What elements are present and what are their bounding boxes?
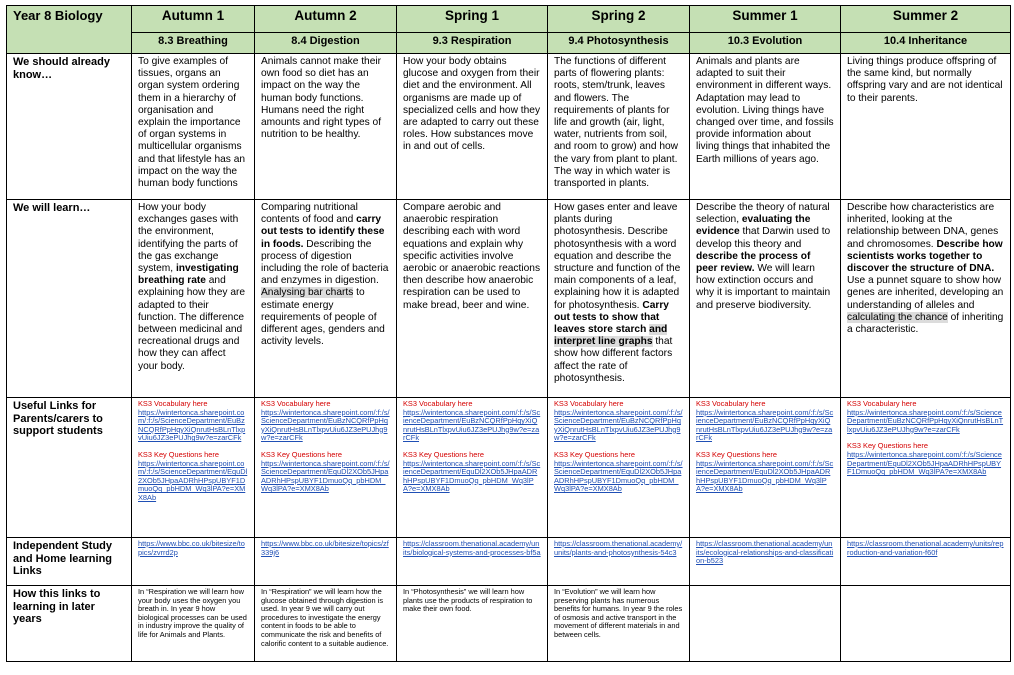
learn-text-segment: evaluating the evidence xyxy=(696,214,811,238)
vocabulary-link[interactable]: KS3 Vocabulary here xyxy=(138,399,208,408)
learn-text-segment: that show how different factors affect the rate of photosynthesis. xyxy=(554,336,673,384)
term-header: Spring 1 xyxy=(397,6,548,33)
learn-text-segment: carry out tests to identify these in foods. xyxy=(261,214,385,250)
row-label-already-know: We should already know… xyxy=(7,54,132,200)
key-questions-link[interactable]: KS3 Key Questions here xyxy=(696,449,777,459)
later-cell xyxy=(690,586,841,662)
key-questions-link[interactable]: KS3 Key Questions here xyxy=(847,441,928,451)
useful-links-cell xyxy=(397,398,548,538)
learn-text-segment: We will learn how extinction occurs and why it is important to maintain and preserve biodiversity. xyxy=(696,263,831,311)
learn-text-segment: describe the process of peer review. xyxy=(696,250,811,275)
learn-cell xyxy=(690,200,841,398)
vocabulary-link[interactable]: KS3 Vocabulary here xyxy=(696,399,766,408)
row-label-will-learn: We will learn… xyxy=(7,200,132,398)
know-cell: The functions of different parts of flowering plants: roots, stem/trunk, leaves and flowers. The requirements of plants for life and growth (air, light, water, nutrients from soil, and room to grow) and how the vary from plant to plant. The way in which water is transported in plants. xyxy=(548,54,690,200)
key-questions-url-link[interactable]: https://wintertonca.sharepoint.com/:f:/s/ScienceDepartment/EquDl2XOb5JHpaADRhHPspUBYF1DmuoQq_pbHDM_Wq3lPA?e=XMX8Ab xyxy=(138,458,248,502)
key-questions-url-link[interactable]: https://wintertonca.sharepoint.com/:f:/s/ScienceDepartment/EquDl2XOb5JHpaADRhHPspUBYF1DmuoQq_pbHDM_Wq3lPA?e=XMX8Ab xyxy=(696,458,834,494)
study-link[interactable]: https://classroom.thenational.academy/units/biological-systems-and-processes-bf5a xyxy=(403,539,541,557)
topic-header: 8.4 Digestion xyxy=(255,33,397,54)
useful-links-cell xyxy=(841,398,1011,538)
later-cell: In “Photosynthesis” we will learn how plants use the products of respiration to make their own food. xyxy=(397,586,548,662)
learn-text-segment: Carry out tests to show that leaves store starch xyxy=(554,299,669,336)
learn-cell xyxy=(548,200,690,398)
learn-text-segment: Describe how scientists works together to discover the structure of DNA. xyxy=(847,238,1003,275)
term-header: Autumn 2 xyxy=(255,6,397,33)
vocabulary-url-link[interactable]: https://wintertonca.sharepoint.com/:f:/s/ScienceDepartment/EuBzNCQRfPpHqyXiQnrutHsBLnTlxpvUiu6JZ3ePUJhg9w?e=zarCFk xyxy=(403,407,541,443)
later-cell xyxy=(841,586,1011,662)
term-header: Summer 1 xyxy=(690,6,841,33)
key-questions-link[interactable]: KS3 Key Questions here xyxy=(403,449,484,459)
learn-text-segment: investigating breathing rate xyxy=(138,263,239,287)
useful-links-cell xyxy=(690,398,841,538)
term-header: Summer 2 xyxy=(841,6,1011,33)
term-header: Spring 2 xyxy=(548,6,690,33)
learn-cell xyxy=(255,200,397,398)
key-questions-link[interactable]: KS3 Key Questions here xyxy=(554,449,635,459)
study-link[interactable]: https://classroom.thenational.academy/units/ecological-relationships-and-classification-b523 xyxy=(696,539,834,566)
learn-text-segment: Describe the theory of natural selection, xyxy=(696,202,830,226)
topic-header: 9.3 Respiration xyxy=(397,33,548,54)
vocabulary-link[interactable]: KS3 Vocabulary here xyxy=(403,399,473,408)
term-header: Autumn 1 xyxy=(132,6,255,33)
key-questions-url-link[interactable]: https://wintertonca.sharepoint.com/:f:/s/ScienceDepartment/EquDl2XOb5JHpaADRhHPspUBYF1DmuoQq_pbHDM_Wq3lPA?e=XMX8Ab xyxy=(403,458,541,494)
learn-text-segment: Describe how characteristics are inherited, looking at the relationship between DNA, genes and chromosomes. xyxy=(847,202,999,250)
learn-text-segment: and explaining how they are adapted to their function. The difference between medicinal and recreational drugs and how they can affect your body. xyxy=(138,275,246,372)
study-link[interactable]: https://classroom.thenational.academy/units/reproduction-and-variation-f60f xyxy=(847,539,1004,557)
useful-links-cell xyxy=(132,398,255,538)
learn-text-segment: How your body exchanges gases with the environment, identifying the parts of the gas exchange system, xyxy=(138,202,239,275)
vocabulary-url-link[interactable]: https://wintertonca.sharepoint.com/:f:/s/ScienceDepartment/EuBzNCQRfPpHqyXiQnrutHsBLnTlxpvUiu6JZ3ePUJhg9w?e=zarCFk xyxy=(261,407,390,443)
vocabulary-link[interactable]: KS3 Vocabulary here xyxy=(261,399,331,408)
later-cell: In “Respiration” we will learn how the glucose obtained through digestion is used. In year 9 we will carry out procedures to investigate the energy content in foods to be able to communicate the risk and benefits of calorific content to a suitable audience. xyxy=(255,586,397,662)
subject-title: Year 8 Biology xyxy=(7,6,132,54)
vocabulary-url-link[interactable]: https://wintertonca.sharepoint.com/:f:/s/ScienceDepartment/EuBzNCQRfPpHqyXiQnrutHsBLnTlxpvUiu6JZ3ePUJhg9w?e=zarCFk xyxy=(138,407,246,443)
learn-text-segment: to estimate energy requirements of people of different ages, genders and activity levels. xyxy=(261,287,385,348)
learn-text-segment: Analysing bar charts xyxy=(261,287,354,299)
vocabulary-link[interactable]: KS3 Vocabulary here xyxy=(554,399,624,408)
learn-text-segment: Comparing nutritional contents of food and xyxy=(261,202,358,226)
know-cell: Animals cannot make their own food so diet has an impact on the way the human body functions. Humans need the right amounts and right types of nutrition to be healthy. xyxy=(255,54,397,200)
curriculum-table xyxy=(6,5,1011,662)
vocabulary-url-link[interactable]: https://wintertonca.sharepoint.com/:f:/s/ScienceDepartment/EuBzNCQRfPpHqyXiQnrutHsBLnTlxpvUiu6JZ3ePUJhg9w?e=zarCFk xyxy=(696,407,834,443)
learn-cell xyxy=(132,200,255,398)
learn-text-segment: Compare aerobic and anaerobic respiration describing each with word equations and explain why specific activities involve aerobic or anaerobic reactions then describe how anaerobic respiration can be used to make bread, beer and wine. xyxy=(403,202,541,311)
key-questions-link[interactable]: KS3 Key Questions here xyxy=(138,449,219,459)
learn-text-segment: of inheriting a characteristic. xyxy=(847,311,1004,336)
useful-links-cell xyxy=(548,398,690,538)
learn-cell xyxy=(841,200,1011,398)
row-label-useful-links: Useful Links for Parents/carers to support students xyxy=(7,398,132,538)
learn-text-segment: Use a punnet square to show how genes are inherited, developing an understanding of alleles and xyxy=(847,275,1004,311)
row-label-independent-study: Independent Study and Home learning Links xyxy=(7,538,132,586)
key-questions-url-link[interactable]: https://wintertonca.sharepoint.com/:f:/s/ScienceDepartment/EquDl2XOb5JHpaADRhHPspUBYF1DmuoQq_pbHDM_Wq3lPA?e=XMX8Ab xyxy=(847,449,1002,477)
key-questions-link[interactable]: KS3 Key Questions here xyxy=(261,449,342,459)
learn-text-segment: calculating the chance xyxy=(847,311,948,323)
row-label-later-years: How this links to learning in later years xyxy=(7,586,132,662)
later-cell: In “Respiration we will learn how your body uses the oxygen you breath in. In year 9 how biological processes can be used in industry improve the quality of life for Animals and Plants. xyxy=(132,586,255,662)
know-cell: To give examples of tissues, organs an organ system ordering them in a hierarchy of organisation and explain the importance of organ systems in multicellular organisms and that lifestyle has an impact on the way the human body functions xyxy=(132,54,255,200)
key-questions-url-link[interactable]: https://wintertonca.sharepoint.com/:f:/s/ScienceDepartment/EquDl2XOb5JHpaADRhHPspUBYF1DmuoQq_pbHDM_Wq3lPA?e=XMX8Ab xyxy=(554,458,683,494)
learn-text-segment: How gases enter and leave plants during photosynthesis. Describe photosynthesis with a word equation and describe the structure and function of the main components of a leaf, explaining how it is adapted for photosynthesis. xyxy=(554,202,681,311)
know-cell: How your body obtains glucose and oxygen from their diet and the environment. All organisms are made up of specialized cells and how they are adapted to carry out these roles. How substances move in and out of cells. xyxy=(397,54,548,200)
topic-header: 8.3 Breathing xyxy=(132,33,255,54)
key-questions-url-link[interactable]: https://wintertonca.sharepoint.com/:f:/s/ScienceDepartment/EquDl2XOb5JHpaADRhHPspUBYF1DmuoQq_pbHDM_Wq3lPA?e=XMX8Ab xyxy=(261,458,390,494)
useful-links-cell xyxy=(255,398,397,538)
learn-text-segment: Describing the process of digestion including the role of bacteria and enzymes in digestion. xyxy=(261,238,389,287)
know-cell: Living things produce offspring of the same kind, but normally offspring vary and are not identical to their parents. xyxy=(841,54,1011,200)
learn-cell xyxy=(397,200,548,398)
study-link[interactable]: https://classroom.thenational.academy/units/plants-and-photosynthesis-54c3 xyxy=(554,539,683,557)
topic-header: 10.4 Inheritance xyxy=(841,33,1011,54)
topic-header: 10.3 Evolution xyxy=(690,33,841,54)
know-cell: Animals and plants are adapted to suit their environment in different ways. Adaptation may lead to evolution. Living things have changed over time, and fossils provide information about living things that inhabited the Earth millions of years ago. xyxy=(690,54,841,200)
study-link[interactable]: https://www.bbc.co.uk/bitesize/topics/zvrrd2p xyxy=(138,539,245,557)
learn-text-segment: that Darwin used to develop this theory and xyxy=(696,226,831,250)
later-cell: In “Evolution” we will learn how preserving plants has numerous benefits for humans. In year 9 the roles of osmosis and active transport in the movement of different materials in and between cells. xyxy=(548,586,690,662)
vocabulary-url-link[interactable]: https://wintertonca.sharepoint.com/:f:/s/ScienceDepartment/EuBzNCQRfPpHqyXiQnrutHsBLnTlxpvUiu6JZ3ePUJhg9w?e=zarCFk xyxy=(554,407,683,443)
topic-header: 9.4 Photosynthesis xyxy=(548,33,690,54)
vocabulary-url-link[interactable]: https://wintertonca.sharepoint.com/:f:/s/ScienceDepartment/EuBzNCQRfPpHqyXiQnrutHsBLnTlxpvUiu6JZ3ePUJhg9w?e=zarCFk xyxy=(847,407,1004,434)
vocabulary-link[interactable]: KS3 Vocabulary here xyxy=(847,399,917,408)
study-link[interactable]: https://www.bbc.co.uk/bitesize/topics/zf339j6 xyxy=(261,539,389,557)
learn-text-segment: and interpret line graphs xyxy=(554,324,668,348)
